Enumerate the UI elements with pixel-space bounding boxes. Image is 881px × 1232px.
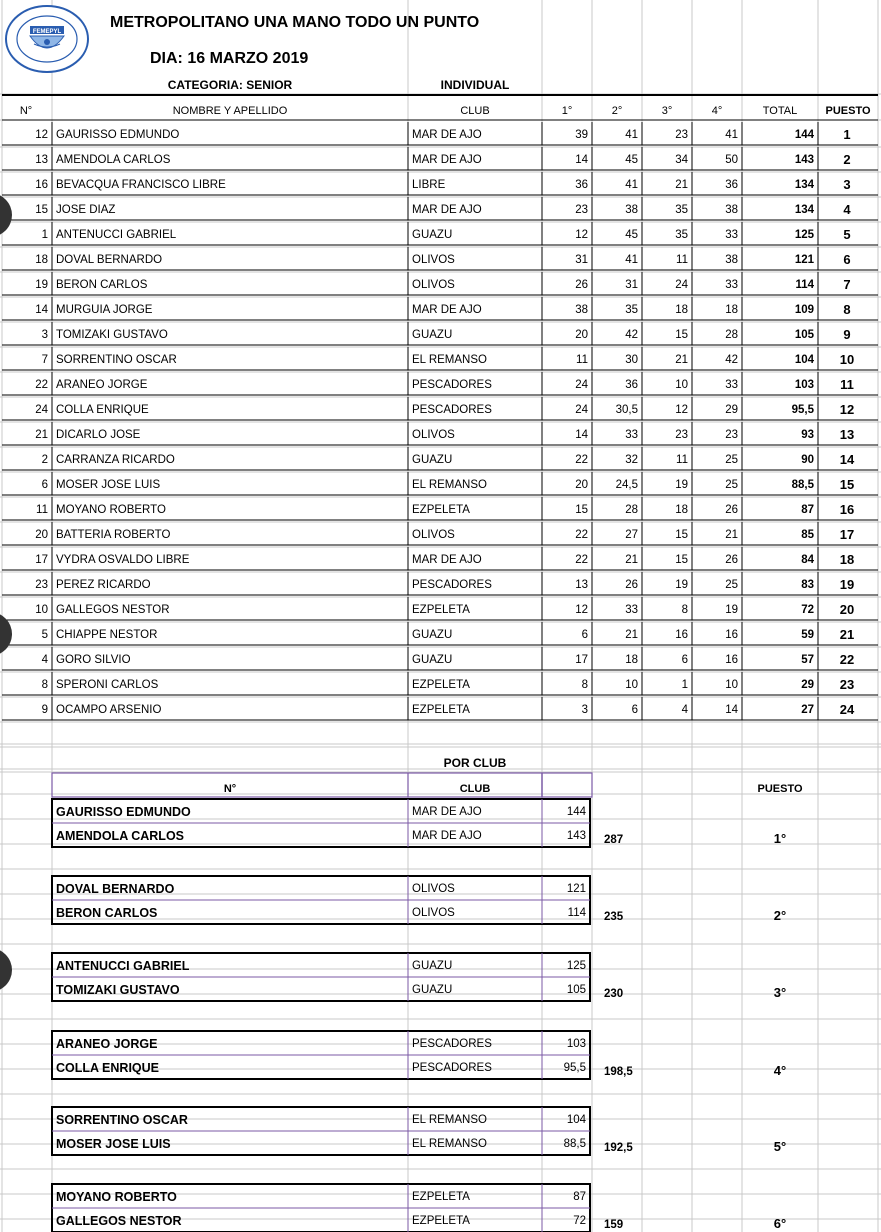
team-p1-name: ARANEO JORGE (56, 1037, 158, 1051)
cell-r2: 38 (625, 204, 638, 216)
cell-place: 4 (843, 202, 851, 217)
cell-r1: 31 (575, 254, 588, 266)
cell-place: 10 (839, 352, 855, 367)
mode-label: INDIVIDUAL (440, 78, 510, 92)
cell-name: MOYANO ROBERTO (56, 504, 166, 516)
team-p2-name: BERON CARLOS (56, 906, 158, 920)
cell-name: PEREZ RICARDO (56, 579, 151, 591)
col-header-num: N° (19, 105, 33, 117)
team-p1-club: EZPELETA (412, 1191, 470, 1203)
cell-total: 104 (794, 354, 814, 366)
team-p1-club: EL REMANSO (412, 1114, 487, 1126)
cell-r2: 21 (625, 554, 638, 566)
team-p1-total: 103 (566, 1038, 586, 1050)
cell-num: 20 (35, 529, 48, 541)
cell-name: VYDRA OSVALDO LIBRE (56, 554, 190, 566)
cell-r1: 13 (575, 579, 588, 591)
cell-num: 4 (41, 654, 48, 666)
cell-r1: 22 (575, 454, 588, 466)
cell-name: BATTERIA ROBERTO (56, 529, 171, 541)
cell-r2: 26 (625, 579, 638, 591)
cell-name: TOMIZAKI GUSTAVO (56, 329, 168, 341)
cell-r4: 36 (725, 179, 738, 191)
cell-club: OLIVOS (412, 279, 455, 291)
cell-place: 2 (843, 152, 851, 167)
cell-r4: 19 (725, 604, 738, 616)
cell-r2: 45 (625, 229, 638, 241)
cell-club: MAR DE AJO (412, 304, 482, 316)
cell-total: 29 (801, 679, 814, 691)
cell-r4: 50 (725, 154, 738, 166)
club-col-header-num: N° (223, 783, 237, 795)
cell-r3: 34 (675, 154, 688, 166)
cell-num: 16 (35, 179, 48, 191)
cell-total: 88,5 (791, 479, 814, 491)
cell-r1: 22 (575, 554, 588, 566)
cell-total: 121 (794, 254, 814, 266)
cell-place: 24 (839, 702, 855, 717)
team-sum: 235 (604, 911, 624, 923)
cell-r4: 16 (725, 654, 738, 666)
cell-num: 22 (35, 379, 48, 391)
cell-num: 24 (35, 404, 48, 416)
cell-r2: 33 (625, 429, 638, 441)
cell-club: LIBRE (412, 179, 446, 191)
cell-r2: 35 (625, 304, 638, 316)
cell-total: 59 (801, 629, 814, 641)
cell-total: 125 (794, 229, 814, 241)
cell-total: 90 (801, 454, 814, 466)
cell-r4: 10 (725, 679, 738, 691)
cell-r2: 42 (625, 329, 638, 341)
svg-text:FEMEPYL: FEMEPYL (32, 29, 62, 35)
cell-num: 11 (36, 504, 48, 516)
cell-r4: 26 (725, 554, 738, 566)
cell-r2: 36 (625, 379, 638, 391)
cell-club: GUAZU (412, 629, 453, 641)
cell-name: GALLEGOS NESTOR (56, 604, 170, 616)
cell-r1: 14 (575, 429, 588, 441)
cell-club: OLIVOS (412, 429, 455, 441)
team-p2-club: OLIVOS (412, 907, 455, 919)
cell-num: 14 (35, 304, 48, 316)
cell-name: CARRANZA RICARDO (56, 454, 175, 466)
team-p1-name: DOVAL BERNARDO (56, 882, 175, 896)
cell-r1: 12 (575, 604, 588, 616)
cell-r4: 42 (725, 354, 738, 366)
cell-r3: 11 (676, 454, 688, 466)
team-p1-name: GAURISSO EDMUNDO (56, 805, 191, 819)
cell-r3: 21 (675, 179, 688, 191)
team-p2-name: AMENDOLA CARLOS (56, 829, 185, 843)
cell-r3: 8 (681, 604, 688, 616)
col-header-club: CLUB (460, 105, 490, 117)
team-p1-total: 104 (566, 1114, 586, 1126)
cell-name: GAURISSO EDMUNDO (56, 129, 180, 141)
cell-r3: 24 (675, 279, 688, 291)
cell-r1: 17 (575, 654, 588, 666)
team-p2-club: MAR DE AJO (412, 830, 482, 842)
cell-total: 85 (801, 529, 814, 541)
cell-r4: 21 (725, 529, 738, 541)
cell-r1: 20 (575, 479, 588, 491)
cell-num: 2 (41, 454, 48, 466)
cell-total: 93 (801, 429, 814, 441)
cell-r3: 15 (675, 554, 688, 566)
cell-place: 18 (839, 552, 855, 567)
cell-r2: 32 (625, 454, 638, 466)
cell-r1: 24 (575, 379, 588, 391)
cell-total: 134 (794, 179, 814, 191)
cell-place: 17 (839, 527, 855, 542)
cell-r2: 33 (625, 604, 638, 616)
cell-r3: 16 (675, 629, 688, 641)
team-p2-name: GALLEGOS NESTOR (56, 1214, 182, 1228)
cell-club: EZPELETA (412, 504, 470, 516)
cell-club: MAR DE AJO (412, 554, 482, 566)
cell-name: ANTENUCCI GABRIEL (56, 229, 177, 241)
cell-num: 5 (41, 629, 48, 641)
cell-total: 72 (801, 604, 814, 616)
col-header-place: PUESTO (825, 105, 871, 117)
cell-total: 134 (794, 204, 814, 216)
cell-total: 57 (801, 654, 814, 666)
cell-place: 5 (843, 227, 851, 242)
cell-r3: 35 (675, 204, 688, 216)
col-header-r2: 2° (611, 105, 623, 117)
cell-r1: 24 (575, 404, 588, 416)
cell-r2: 45 (625, 154, 638, 166)
cell-r4: 25 (725, 479, 738, 491)
team-sum: 192,5 (604, 1142, 633, 1154)
cell-r4: 33 (725, 279, 738, 291)
cell-num: 13 (35, 154, 48, 166)
cell-r1: 14 (575, 154, 588, 166)
cell-club: MAR DE AJO (412, 204, 482, 216)
team-place: 6° (773, 1216, 787, 1231)
cell-num: 1 (41, 229, 48, 241)
cell-name: DOVAL BERNARDO (56, 254, 163, 266)
cell-r3: 12 (675, 404, 688, 416)
team-p2-total: 105 (566, 984, 586, 996)
cell-club: GUAZU (412, 329, 453, 341)
cell-r2: 6 (631, 704, 638, 716)
page-title: METROPOLITANO UNA MANO TODO UN PUNTO (110, 14, 480, 31)
team-p2-total: 114 (567, 907, 586, 919)
team-sum: 198,5 (604, 1066, 633, 1078)
team-p2-club: GUAZU (412, 984, 453, 996)
cell-r1: 12 (575, 229, 588, 241)
team-p1-total: 87 (573, 1191, 586, 1203)
cell-r4: 25 (725, 454, 738, 466)
cell-num: 21 (35, 429, 48, 441)
cell-name: JOSE DIAZ (56, 204, 116, 216)
cell-r4: 28 (725, 329, 738, 341)
team-p1-name: SORRENTINO OSCAR (56, 1113, 188, 1127)
cell-club: EL REMANSO (412, 354, 487, 366)
cell-place: 3 (843, 177, 851, 192)
cell-r1: 36 (575, 179, 588, 191)
cell-num: 10 (35, 604, 48, 616)
cell-name: SPERONI CARLOS (56, 679, 159, 691)
cell-r4: 33 (725, 229, 738, 241)
cell-name: MOSER JOSE LUIS (56, 479, 161, 491)
team-p2-name: MOSER JOSE LUIS (56, 1137, 171, 1151)
cell-r4: 23 (725, 429, 738, 441)
cell-total: 144 (794, 129, 814, 141)
cell-r3: 19 (675, 479, 688, 491)
cell-num: 12 (35, 129, 48, 141)
cell-name: GORO SILVIO (56, 654, 131, 666)
cell-r3: 4 (681, 704, 688, 716)
cell-name: OCAMPO ARSENIO (56, 704, 162, 716)
cell-r1: 20 (575, 329, 588, 341)
cell-r2: 41 (625, 129, 638, 141)
binder-hole (0, 948, 12, 992)
cell-place: 9 (843, 327, 851, 342)
cell-place: 1 (843, 127, 851, 142)
cell-r3: 35 (675, 229, 688, 241)
cell-place: 11 (840, 377, 854, 392)
cell-place: 8 (843, 302, 851, 317)
cell-club: GUAZU (412, 654, 453, 666)
cell-r1: 26 (575, 279, 588, 291)
team-p1-total: 125 (566, 960, 586, 972)
cell-r1: 6 (581, 629, 588, 641)
cell-r3: 15 (675, 329, 688, 341)
team-p2-name: COLLA ENRIQUE (56, 1061, 160, 1075)
cell-r4: 16 (725, 629, 738, 641)
cell-num: 19 (35, 279, 48, 291)
cell-num: 7 (41, 354, 48, 366)
cell-club: PESCADORES (412, 379, 492, 391)
cell-r3: 21 (675, 354, 688, 366)
cell-place: 19 (839, 577, 855, 592)
cell-club: EL REMANSO (412, 479, 487, 491)
cell-name: AMENDOLA CARLOS (56, 154, 171, 166)
club-col-header-place: PUESTO (757, 783, 803, 795)
cell-name: MURGUIA JORGE (56, 304, 153, 316)
cell-club: MAR DE AJO (412, 154, 482, 166)
team-p1-club: PESCADORES (412, 1038, 492, 1050)
team-place: 4° (773, 1063, 787, 1078)
cell-club: PESCADORES (412, 404, 492, 416)
cell-club: MAR DE AJO (412, 129, 482, 141)
cell-r2: 30,5 (615, 404, 638, 416)
team-sum: 230 (604, 988, 624, 1000)
cell-r4: 26 (725, 504, 738, 516)
cell-total: 109 (794, 304, 814, 316)
team-p2-club: EL REMANSO (412, 1138, 487, 1150)
cell-place: 16 (839, 502, 855, 517)
cell-place: 20 (839, 602, 855, 617)
cell-total: 83 (801, 579, 814, 591)
cell-total: 87 (801, 504, 814, 516)
category-label: CATEGORIA: SENIOR (167, 78, 293, 92)
cell-r4: 25 (725, 579, 738, 591)
cell-r4: 41 (725, 129, 738, 141)
cell-place: 21 (839, 627, 855, 642)
cell-club: OLIVOS (412, 254, 455, 266)
cell-r2: 28 (625, 504, 638, 516)
cell-place: 6 (843, 252, 851, 267)
cell-place: 13 (839, 427, 855, 442)
team-p2-club: EZPELETA (412, 1215, 470, 1227)
col-header-r1: 1° (561, 105, 573, 117)
cell-r1: 15 (575, 504, 588, 516)
cell-r3: 10 (675, 379, 688, 391)
team-p1-club: GUAZU (412, 960, 453, 972)
cell-club: EZPELETA (412, 604, 470, 616)
cell-r2: 41 (625, 254, 638, 266)
cell-name: BERON CARLOS (56, 279, 148, 291)
team-sum: 287 (604, 834, 624, 846)
team-p2-name: TOMIZAKI GUSTAVO (56, 983, 180, 997)
cell-r4: 38 (725, 204, 738, 216)
cell-name: SORRENTINO OSCAR (56, 354, 177, 366)
cell-r3: 23 (675, 129, 688, 141)
cell-num: 15 (35, 204, 48, 216)
cell-place: 23 (839, 677, 855, 692)
cell-num: 23 (35, 579, 48, 591)
team-place: 5° (773, 1139, 787, 1154)
team-p2-total: 88,5 (563, 1138, 586, 1150)
cell-r2: 31 (625, 279, 638, 291)
cell-club: PESCADORES (412, 579, 492, 591)
federation-logo (4, 4, 90, 74)
team-p2-total: 72 (573, 1215, 586, 1227)
club-section-title: POR CLUB (443, 756, 507, 770)
cell-r1: 38 (575, 304, 588, 316)
cell-r3: 23 (675, 429, 688, 441)
cell-num: 8 (41, 679, 48, 691)
cell-r1: 39 (575, 129, 588, 141)
cell-r3: 19 (675, 579, 688, 591)
cell-club: GUAZU (412, 229, 453, 241)
cell-r2: 41 (625, 179, 638, 191)
cell-r2: 30 (625, 354, 638, 366)
cell-num: 18 (35, 254, 48, 266)
team-place: 1° (773, 831, 787, 846)
cell-r3: 18 (675, 304, 688, 316)
cell-place: 22 (839, 652, 855, 667)
cell-total: 114 (795, 279, 814, 291)
cell-r2: 21 (625, 629, 638, 641)
cell-r2: 18 (625, 654, 638, 666)
cell-place: 12 (839, 402, 855, 417)
team-p2-total: 95,5 (563, 1062, 586, 1074)
cell-r1: 11 (576, 354, 588, 366)
cell-r1: 3 (581, 704, 588, 716)
cell-r3: 15 (675, 529, 688, 541)
col-header-name: NOMBRE Y APELLIDO (172, 105, 288, 117)
cell-r3: 1 (681, 679, 688, 691)
cell-name: CHIAPPE NESTOR (56, 629, 158, 641)
cell-total: 103 (794, 379, 814, 391)
cell-r1: 22 (575, 529, 588, 541)
cell-name: COLLA ENRIQUE (56, 404, 149, 416)
cell-place: 7 (843, 277, 851, 292)
col-header-total: TOTAL (762, 105, 798, 117)
cell-club: OLIVOS (412, 529, 455, 541)
team-place: 2° (773, 908, 787, 923)
cell-total: 143 (794, 154, 814, 166)
cell-place: 15 (839, 477, 855, 492)
team-p1-name: ANTENUCCI GABRIEL (56, 959, 190, 973)
cell-r2: 27 (625, 529, 638, 541)
team-place: 3° (773, 985, 787, 1000)
cell-total: 95,5 (791, 404, 814, 416)
cell-club: EZPELETA (412, 704, 470, 716)
cell-r4: 18 (725, 304, 738, 316)
cell-name: BEVACQUA FRANCISCO LIBRE (56, 179, 226, 191)
cell-num: 6 (41, 479, 48, 491)
event-date: DIA: 16 MARZO 2019 (150, 50, 309, 67)
cell-total: 105 (794, 329, 814, 341)
cell-r3: 6 (681, 654, 688, 666)
col-header-r4: 4° (711, 105, 723, 117)
team-p1-club: OLIVOS (412, 883, 455, 895)
cell-total: 84 (801, 554, 814, 566)
cell-club: GUAZU (412, 454, 453, 466)
team-p2-total: 143 (566, 830, 586, 842)
cell-r3: 11 (676, 254, 688, 266)
cell-num: 3 (41, 329, 48, 341)
cell-total: 27 (801, 704, 814, 716)
cell-r1: 8 (581, 679, 588, 691)
team-p1-club: MAR DE AJO (412, 806, 482, 818)
col-header-r3: 3° (661, 105, 673, 117)
cell-r4: 29 (725, 404, 738, 416)
team-p2-club: PESCADORES (412, 1062, 492, 1074)
cell-r1: 23 (575, 204, 588, 216)
team-p1-name: MOYANO ROBERTO (56, 1190, 177, 1204)
cell-r3: 18 (675, 504, 688, 516)
cell-r2: 24,5 (615, 479, 638, 491)
team-sum: 159 (604, 1219, 624, 1231)
cell-num: 9 (41, 704, 48, 716)
cell-num: 17 (35, 554, 48, 566)
cell-r4: 14 (725, 704, 738, 716)
cell-name: DICARLO JOSE (56, 429, 141, 441)
cell-place: 14 (839, 452, 855, 467)
cell-club: EZPELETA (412, 679, 470, 691)
cell-name: ARANEO JORGE (56, 379, 148, 391)
team-p1-total: 144 (566, 806, 586, 818)
cell-r2: 10 (625, 679, 638, 691)
cell-r4: 38 (725, 254, 738, 266)
cell-r4: 33 (725, 379, 738, 391)
club-col-header-club: CLUB (459, 783, 491, 795)
team-p1-total: 121 (566, 883, 586, 895)
